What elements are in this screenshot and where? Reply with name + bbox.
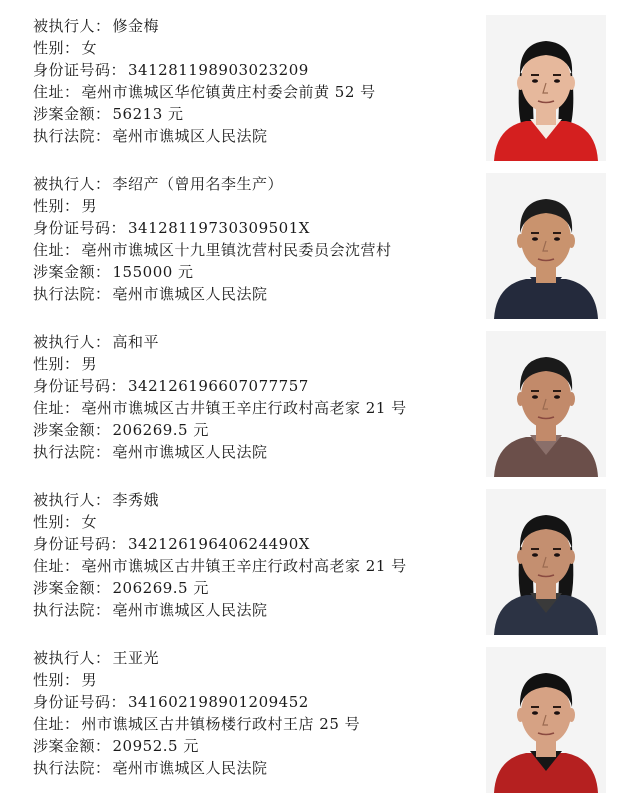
person-details — [33, 489, 407, 621]
address-label: 住址： — [33, 715, 80, 733]
person-details — [33, 15, 376, 147]
court-value: 亳州市谯城区人民法院 — [112, 601, 268, 619]
name-line — [33, 15, 376, 37]
amount-line — [33, 103, 376, 125]
amount-label: 涉案金额： — [33, 263, 111, 281]
name-value: 高和平 — [112, 333, 160, 351]
id-value: 34212619640624490X — [128, 535, 310, 553]
address-line — [33, 239, 392, 261]
name-value: 李绍产（曾用名李生产） — [112, 175, 284, 193]
gender-value: 女 — [81, 39, 98, 57]
court-value: 亳州市谯城区人民法院 — [112, 759, 268, 777]
amount-line — [33, 735, 360, 757]
name-label: 被执行人： — [33, 649, 111, 667]
address-label: 住址： — [33, 399, 80, 417]
name-value: 李秀娥 — [112, 491, 160, 509]
address-label: 住址： — [33, 557, 80, 575]
id-line — [33, 375, 407, 397]
address-value: 亳州市谯城区古井镇王辛庄行政村高老家 21 号 — [81, 399, 407, 417]
amount-label: 涉案金额： — [33, 421, 111, 439]
gender-value: 女 — [81, 513, 98, 531]
gender-line — [33, 511, 407, 533]
person-entry-3 — [0, 326, 640, 482]
person-details — [33, 173, 392, 305]
name-line — [33, 173, 392, 195]
person-entry-5 — [0, 642, 640, 798]
person-details — [33, 647, 360, 779]
address-line — [33, 555, 407, 577]
court-line — [33, 125, 376, 147]
court-line — [33, 283, 392, 305]
id-line — [33, 533, 407, 555]
court-label: 执行法院： — [33, 127, 111, 145]
amount-line — [33, 419, 407, 441]
person-photo — [486, 331, 606, 477]
court-line — [33, 441, 407, 463]
court-label: 执行法院： — [33, 285, 111, 303]
name-label: 被执行人： — [33, 175, 111, 193]
id-line — [33, 59, 376, 81]
amount-label: 涉案金额： — [33, 579, 111, 597]
name-value: 修金梅 — [112, 17, 160, 35]
name-label: 被执行人： — [33, 17, 111, 35]
id-value: 34128119730309501X — [128, 219, 310, 237]
address-label: 住址： — [33, 241, 80, 259]
address-line — [33, 397, 407, 419]
id-label: 身份证号码： — [33, 219, 127, 237]
gender-value: 男 — [81, 197, 98, 215]
name-label: 被执行人： — [33, 333, 111, 351]
gender-label: 性别： — [33, 671, 80, 689]
address-line — [33, 81, 376, 103]
address-label: 住址： — [33, 83, 80, 101]
id-value: 342126196607077757 — [128, 377, 309, 395]
court-line — [33, 757, 360, 779]
amount-value: 206269.5 元 — [112, 579, 209, 597]
amount-value: 206269.5 元 — [112, 421, 209, 439]
amount-line — [33, 261, 392, 283]
name-label: 被执行人： — [33, 491, 111, 509]
id-label: 身份证号码： — [33, 535, 127, 553]
court-value: 亳州市谯城区人民法院 — [112, 443, 268, 461]
name-line — [33, 331, 407, 353]
name-line — [33, 489, 407, 511]
address-line — [33, 713, 360, 735]
amount-value: 155000 元 — [112, 263, 194, 281]
gender-label: 性别： — [33, 355, 80, 373]
name-value: 王亚光 — [112, 649, 160, 667]
court-label: 执行法院： — [33, 601, 111, 619]
gender-label: 性别： — [33, 39, 80, 57]
address-value: 州市谯城区古井镇杨楼行政村王店 25 号 — [81, 715, 361, 733]
gender-label: 性别： — [33, 197, 80, 215]
id-label: 身份证号码： — [33, 693, 127, 711]
person-details — [33, 331, 407, 463]
person-photo — [486, 647, 606, 793]
id-label: 身份证号码： — [33, 61, 127, 79]
gender-line — [33, 669, 360, 691]
amount-value: 56213 元 — [112, 105, 184, 123]
person-photo — [486, 15, 606, 161]
amount-label: 涉案金额： — [33, 737, 111, 755]
person-entry-4 — [0, 484, 640, 640]
id-line — [33, 217, 392, 239]
amount-line — [33, 577, 407, 599]
name-line — [33, 647, 360, 669]
gender-line — [33, 37, 376, 59]
person-photo — [486, 173, 606, 319]
id-line — [33, 691, 360, 713]
person-entry-2 — [0, 168, 640, 324]
court-value: 亳州市谯城区人民法院 — [112, 127, 268, 145]
id-label: 身份证号码： — [33, 377, 127, 395]
amount-label: 涉案金额： — [33, 105, 111, 123]
court-value: 亳州市谯城区人民法院 — [112, 285, 268, 303]
gender-value: 男 — [81, 355, 98, 373]
person-photo — [486, 489, 606, 635]
id-value: 341281198903023209 — [128, 61, 309, 79]
court-line — [33, 599, 407, 621]
gender-line — [33, 353, 407, 375]
court-label: 执行法院： — [33, 759, 111, 777]
court-label: 执行法院： — [33, 443, 111, 461]
amount-value: 20952.5 元 — [112, 737, 199, 755]
person-entry-1 — [0, 10, 640, 166]
address-value: 亳州市谯城区十九里镇沈营村民委员会沈营村 — [81, 241, 392, 259]
gender-label: 性别： — [33, 513, 80, 531]
id-value: 341602198901209452 — [128, 693, 309, 711]
gender-value: 男 — [81, 671, 98, 689]
address-value: 亳州市谯城区华佗镇黄庄村委会前黄 52 号 — [81, 83, 376, 101]
address-value: 亳州市谯城区古井镇王辛庄行政村高老家 21 号 — [81, 557, 407, 575]
gender-line — [33, 195, 392, 217]
